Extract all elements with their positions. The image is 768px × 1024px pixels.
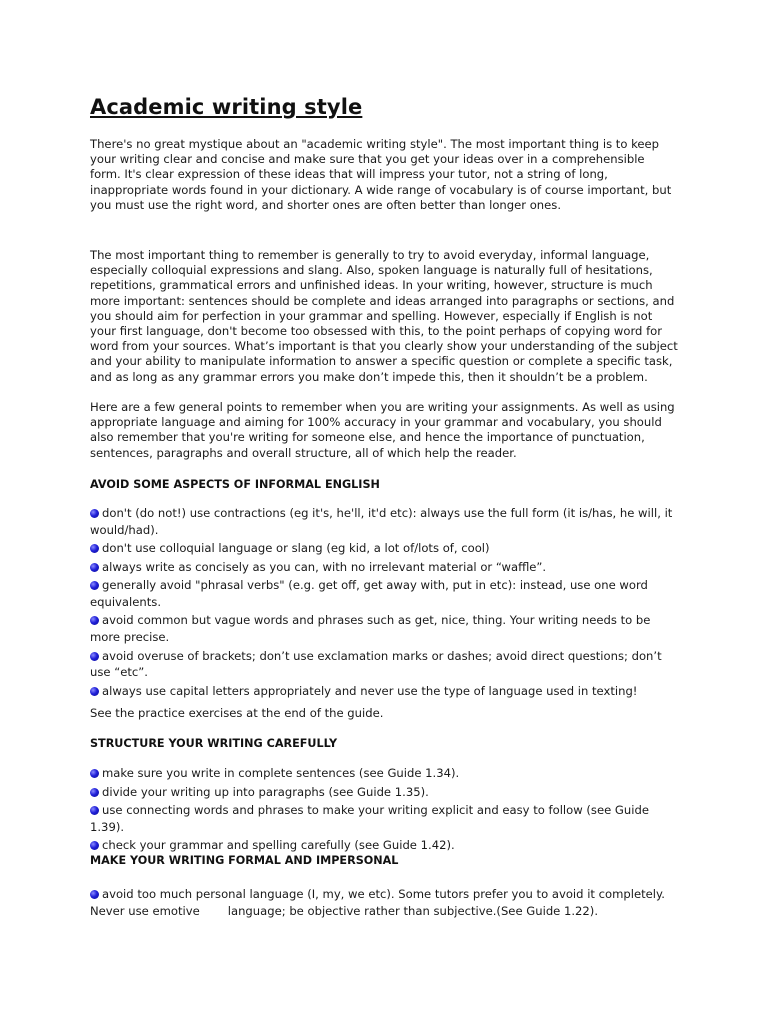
list-item: don't (do not!) use contractions (eg it's, he'll, it'd etc): always use the full form (it is/has, he will, it would/had). xyxy=(90,506,673,537)
blue-bullet-icon xyxy=(90,769,99,778)
list-item: generally avoid "phrasal verbs" (e.g. get off, get away with, put in etc): instead, use one word equivalents. xyxy=(90,578,648,609)
list-item: don't use colloquial language or slang (eg kid, a lot of/lots of, cool) xyxy=(90,540,678,557)
list-item: avoid too much personal language (I, my, we etc). Some tutors prefer you to avoid it completely. Never use emotive language; be objective rather than subjective.(See Guide 1.22). xyxy=(90,887,665,918)
section-heading-formal: MAKE YOUR WRITING FORMAL AND IMPERSONAL xyxy=(90,854,399,867)
blue-bullet-icon xyxy=(90,890,99,899)
blue-bullet-icon xyxy=(90,616,99,625)
page-title: Academic writing style xyxy=(90,95,363,119)
section-heading-structure: STRUCTURE YOUR WRITING CAREFULLY xyxy=(90,737,338,750)
blue-bullet-icon xyxy=(90,509,99,518)
list-item: avoid common but vague words and phrases such as get, nice, thing. Your writing needs to be more precise. xyxy=(90,613,651,645)
general-points-paragraph: Here are a few general points to remember when you are writing your assignments. As well as using appropriate language and aiming for 100% accuracy in your grammar and vocabulary, you should also remember that you're writing for someone else, and hence the importance of punctuation, sentences, paragraphs and overall structure, all of which help the reader. xyxy=(90,400,675,460)
practice-note: See the practice exercises at the end of the guide. xyxy=(90,706,384,720)
blue-bullet-icon xyxy=(90,544,99,553)
blue-bullet-icon xyxy=(90,687,99,696)
blue-bullet-icon xyxy=(90,581,99,590)
informal-language-paragraph: The most important thing to remember is generally to try to avoid everyday, informal language, especially colloquial expressions and slang. Also, spoken language is naturally full of hesitations, repetitions, grammatical errors and unfinished ideas. In your writing, however, structure is much more important: sentences should be complete and ideas arranged into paragraphs or sections, and you should aim for perfection in your grammar and spelling. However, especially if English is not your first language, don't become too obsessed with this, to the point perhaps of copying word for word from your sources. What’s important is that you clearly show your understanding of the subject and your ability to manipulate information to answer a specific question or complete a specific task, and as long as any grammar errors you make don’t impede this, then it shouldn’t be a problem. xyxy=(90,248,678,384)
structure-list xyxy=(90,765,678,856)
blue-bullet-icon xyxy=(90,652,99,661)
list-item: always write as concisely as you can, with no irrelevant material or “waffle”. xyxy=(90,559,678,576)
list-item: divide your writing up into paragraphs (see Guide 1.35). xyxy=(90,784,678,801)
list-item: make sure you write in complete sentences (see Guide 1.34). xyxy=(90,765,678,782)
blue-bullet-icon xyxy=(90,841,99,850)
list-item: avoid overuse of brackets; don’t use exclamation marks or dashes; avoid direct questions; don’t use “etc”. xyxy=(90,648,662,680)
blue-bullet-icon xyxy=(90,563,99,572)
informal-english-list xyxy=(90,505,678,701)
list-item: use connecting words and phrases to make your writing explicit and easy to follow (see Guide 1.39). xyxy=(90,803,649,834)
section-heading-informal: AVOID SOME ASPECTS OF INFORMAL ENGLISH xyxy=(90,478,380,491)
blue-bullet-icon xyxy=(90,806,99,815)
list-item: always use capital letters appropriately and never use the type of language used in texting! xyxy=(90,683,678,700)
list-item: check your grammar and spelling carefully (see Guide 1.42). xyxy=(90,837,678,854)
intro-paragraph: There's no great mystique about an "academic writing style". The most important thing is to keep your writing clear and concise and make sure that you get your ideas over in a comprehensible form. It's clear expression of these ideas that will impress your tutor, not a string of long, inappropriate words found in your dictionary. A wide range of vocabulary is of course important, but you must use the right word, and shorter ones are often better than longer ones. xyxy=(90,137,672,212)
blue-bullet-icon xyxy=(90,788,99,797)
formal-list xyxy=(90,886,678,921)
